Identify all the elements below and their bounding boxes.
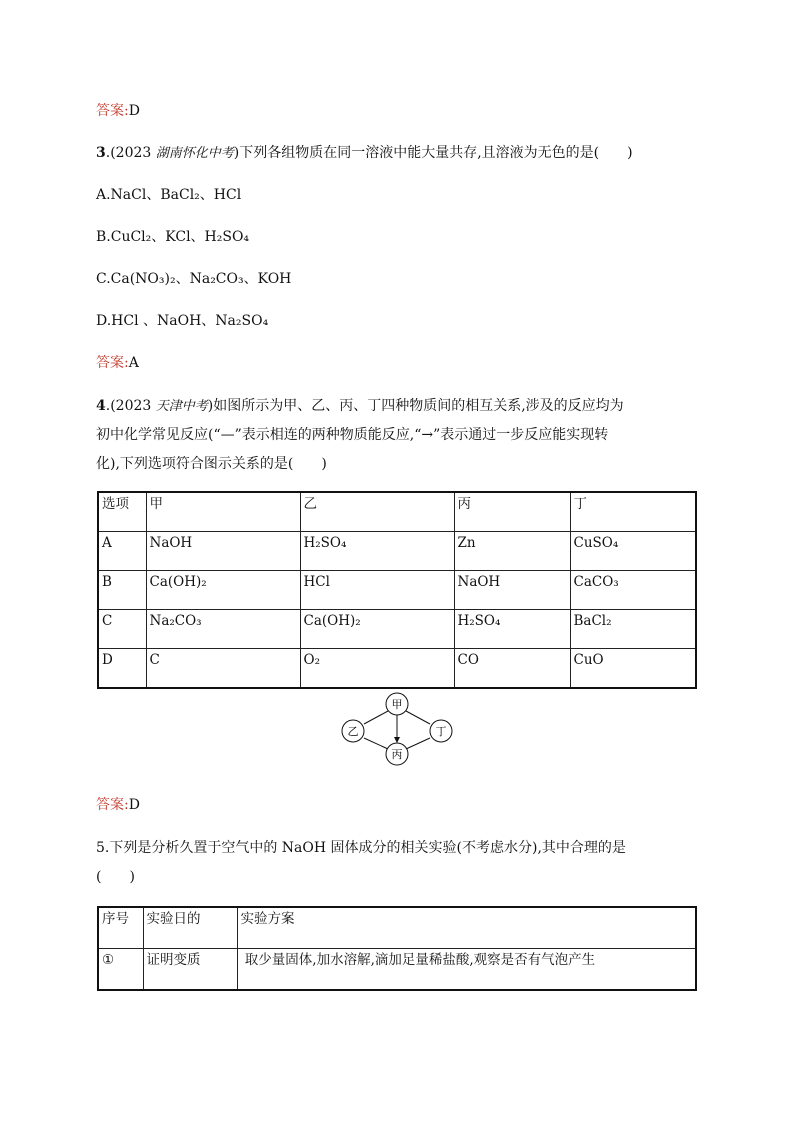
table-cell: Na₂CO₃ xyxy=(146,610,300,649)
answer-sep: : xyxy=(124,797,129,813)
table-cell: 取少量固体,加水溶解,滴加足量稀盐酸,观察是否有气泡产生 xyxy=(237,949,696,991)
q5-stem-line1: 5.下列是分析久置于空气中的 NaOH 固体成分的相关实验(不考虑水分),其中合理的是 xyxy=(96,840,626,856)
link-line xyxy=(406,738,430,749)
link-line xyxy=(406,711,430,724)
table-cell: CaCO₃ xyxy=(570,571,696,610)
q4-source: 天津中考 xyxy=(155,399,208,414)
header-cell: 实验日的 xyxy=(143,907,237,949)
q4-src-open: .(2023 xyxy=(105,398,156,414)
q3-answer xyxy=(96,353,139,373)
q2-answer xyxy=(96,101,140,121)
table-cell: B xyxy=(98,571,146,610)
node-label-left: 乙 xyxy=(347,725,359,738)
table-cell: Ca(OH)₂ xyxy=(300,610,454,649)
table-header-row xyxy=(98,907,696,949)
table-cell: BaCl₂ xyxy=(570,610,696,649)
table-cell: ① xyxy=(98,949,143,991)
table-row xyxy=(98,649,696,689)
q3-option-b: B.CuCl₂、KCl、H₂SO₄ xyxy=(96,229,250,245)
answer-label: 答案 xyxy=(96,103,124,119)
header-cell: 丁 xyxy=(570,492,696,532)
q3-number: 3 xyxy=(96,145,106,161)
header-cell: 乙 xyxy=(300,492,454,532)
link-line xyxy=(364,711,388,724)
q4-stem-text: )如图所示为甲、乙、丙、丁四种物质间的相互关系,涉及的反应均为 xyxy=(207,398,624,414)
table-cell: Zn xyxy=(454,532,570,571)
table-row xyxy=(98,610,696,649)
relationship-diagram xyxy=(334,690,460,770)
node-label-bottom: 丙 xyxy=(391,748,403,761)
q3-source: 湖南怀化中考 xyxy=(155,146,234,161)
q5-stem-line2: ( ) xyxy=(96,869,135,885)
answer-label: 答案 xyxy=(96,797,124,813)
table-cell: C xyxy=(98,610,146,649)
q3-option-d: D.HCl 、NaOH、Na₂SO₄ xyxy=(96,313,269,329)
table-cell: CO xyxy=(454,649,570,689)
q3-option-c: C.Ca(NO₃)₂、Na₂CO₃、KOH xyxy=(96,271,292,287)
table-cell: NaOH xyxy=(146,532,300,571)
q4-stem-line3: 化),下列选项符合图示关系的是( ) xyxy=(96,456,327,472)
header-cell: 丙 xyxy=(454,492,570,532)
answer-value: D xyxy=(128,797,140,813)
table-cell: H₂SO₄ xyxy=(454,610,570,649)
table-cell: HCl xyxy=(300,571,454,610)
table-cell: Ca(OH)₂ xyxy=(146,571,300,610)
table-cell: NaOH xyxy=(454,571,570,610)
link-line xyxy=(364,738,388,749)
table-cell: CuO xyxy=(570,649,696,689)
table-row xyxy=(98,571,696,610)
header-cell: 序号 xyxy=(98,907,143,949)
q3-stem xyxy=(96,143,633,164)
answer-label: 答案 xyxy=(96,355,124,371)
q3-stem-text: )下列各组物质在同一溶液中能大量共存,且溶液为无色的是( ) xyxy=(233,145,633,161)
table-row xyxy=(98,532,696,571)
table-header-row xyxy=(98,492,696,532)
table-cell: O₂ xyxy=(300,649,454,689)
table-cell: D xyxy=(98,649,146,689)
q4-options-table xyxy=(97,491,697,689)
q5-experiment-table xyxy=(97,906,697,991)
q4-answer xyxy=(96,795,140,815)
table-cell: CuSO₄ xyxy=(570,532,696,571)
q3-src-open: .(2023 xyxy=(105,145,156,161)
header-cell: 选项 xyxy=(98,492,146,532)
table-cell: C xyxy=(146,649,300,689)
header-cell: 实验方案 xyxy=(237,907,696,949)
answer-sep: : xyxy=(124,103,129,119)
answer-sep: : xyxy=(124,355,129,371)
table-cell: H₂SO₄ xyxy=(300,532,454,571)
q3-option-a: A.NaCl、BaCl₂、HCl xyxy=(96,187,242,203)
header-cell: 甲 xyxy=(146,492,300,532)
q4-number: 4 xyxy=(96,398,106,414)
q4-stem-line2: 初中化学常见反应(“—”表示相连的两种物质能反应,“→”表示通过一步反应能实现转 xyxy=(96,427,609,443)
node-label-top: 甲 xyxy=(391,698,403,711)
table-row xyxy=(98,949,696,991)
q4-stem-line1 xyxy=(96,396,624,417)
answer-value: A xyxy=(128,355,139,371)
answer-value: D xyxy=(128,103,140,119)
table-cell: A xyxy=(98,532,146,571)
table-cell: 证明变质 xyxy=(143,949,237,991)
node-label-right: 丁 xyxy=(435,725,447,738)
